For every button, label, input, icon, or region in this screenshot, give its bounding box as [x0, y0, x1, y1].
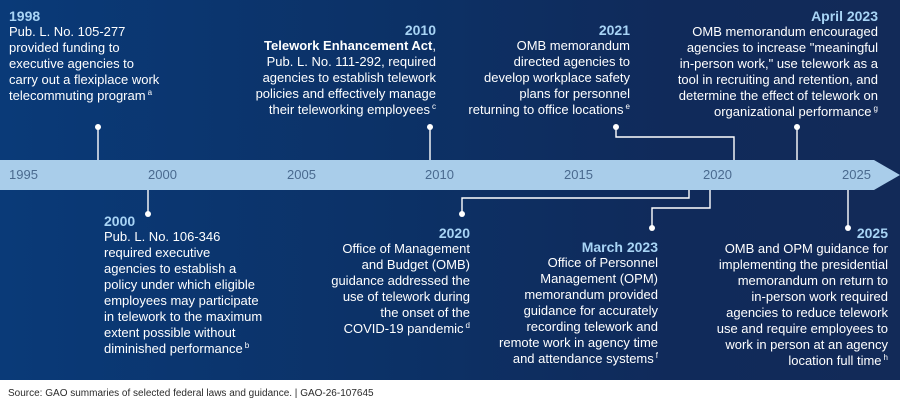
event-april-2023: April 2023 OMB memorandum encouraged agencies to increase "meaningful in-person work," use telework as a tool in recruiting and retention, and determine the effect of telework on organizational performance $^g$	[677, 8, 878, 119]
event-year: 1998	[9, 8, 41, 24]
axis-label-2000: 2000	[148, 167, 177, 182]
event-dot	[95, 124, 101, 130]
footnote-marker: f	[655, 351, 658, 360]
axis-label-2010: 2010	[425, 167, 454, 182]
event-year: 2021	[598, 22, 630, 38]
event-2020: 2020 Office of Management and Budget (OMB) guidance addressed the use of telework during the onset of the COVID-19 pandemic $^d$	[331, 225, 470, 336]
axis-label-2020: 2020	[703, 167, 732, 182]
footnote-marker: d	[465, 321, 470, 330]
event-dot	[649, 225, 655, 231]
footnote-marker: g	[873, 104, 878, 113]
footnote-marker: c	[432, 102, 436, 111]
act-name: Telework Enhancement Act	[264, 38, 433, 53]
axis-label-2025: 2025	[842, 167, 871, 182]
footnote-marker: b	[244, 341, 250, 350]
event-2000: 2000 Pub. L. No. 106-346 required executive agencies to establish a policy under which eligible employees may participate in telework to the maximum extent possible without diminished performance $^b$	[104, 213, 263, 356]
event-year: April 2023	[811, 8, 878, 24]
event-year: 2000	[104, 213, 136, 229]
footnote-marker: h	[883, 353, 888, 362]
event-year: 2010	[404, 22, 436, 38]
event-1998: 1998 Pub. L. No. 105-277 provided funding to executive agencies to carry out a flexiplace work telecommuting program $^a$	[9, 8, 160, 103]
event-dot	[459, 211, 465, 217]
event-2010: 2010 Telework Enhancement Act, Pub. L. No. 111-292, required agencies to establish telework policies and effectively manage their teleworking employees $^c$	[255, 22, 436, 117]
footnote-marker: a	[147, 88, 153, 97]
event-dot	[613, 124, 619, 130]
axis-label-1995: 1995	[9, 167, 38, 182]
footnote-marker: e	[625, 102, 630, 111]
axis-label-2015: 2015	[564, 167, 593, 182]
event-2025: 2025 OMB and OPM guidance for implementing the presidential memorandum on return to in-person work required agencies to reduce telework use and require employees to work in person at an agency location full time $^h$	[716, 225, 888, 368]
axis-label-2005: 2005	[287, 167, 316, 182]
source-footer: Source: GAO summaries of selected federal laws and guidance. | GAO-26-107645	[8, 388, 374, 399]
event-dot	[427, 124, 433, 130]
event-dot	[794, 124, 800, 130]
event-year: March 2023	[581, 239, 658, 255]
event-year: 2025	[856, 225, 888, 241]
event-2021: 2021 OMB memorandum directed agencies to develop workplace safety plans for personnel returning to office locations $^e$	[468, 22, 630, 117]
event-march-2023: March 2023 Office of Personnel Management (OPM) memorandum provided guidance for accurately recording telework and remote work in agency time and attendance systems $^f$	[499, 239, 658, 366]
event-year: 2020	[438, 225, 470, 241]
